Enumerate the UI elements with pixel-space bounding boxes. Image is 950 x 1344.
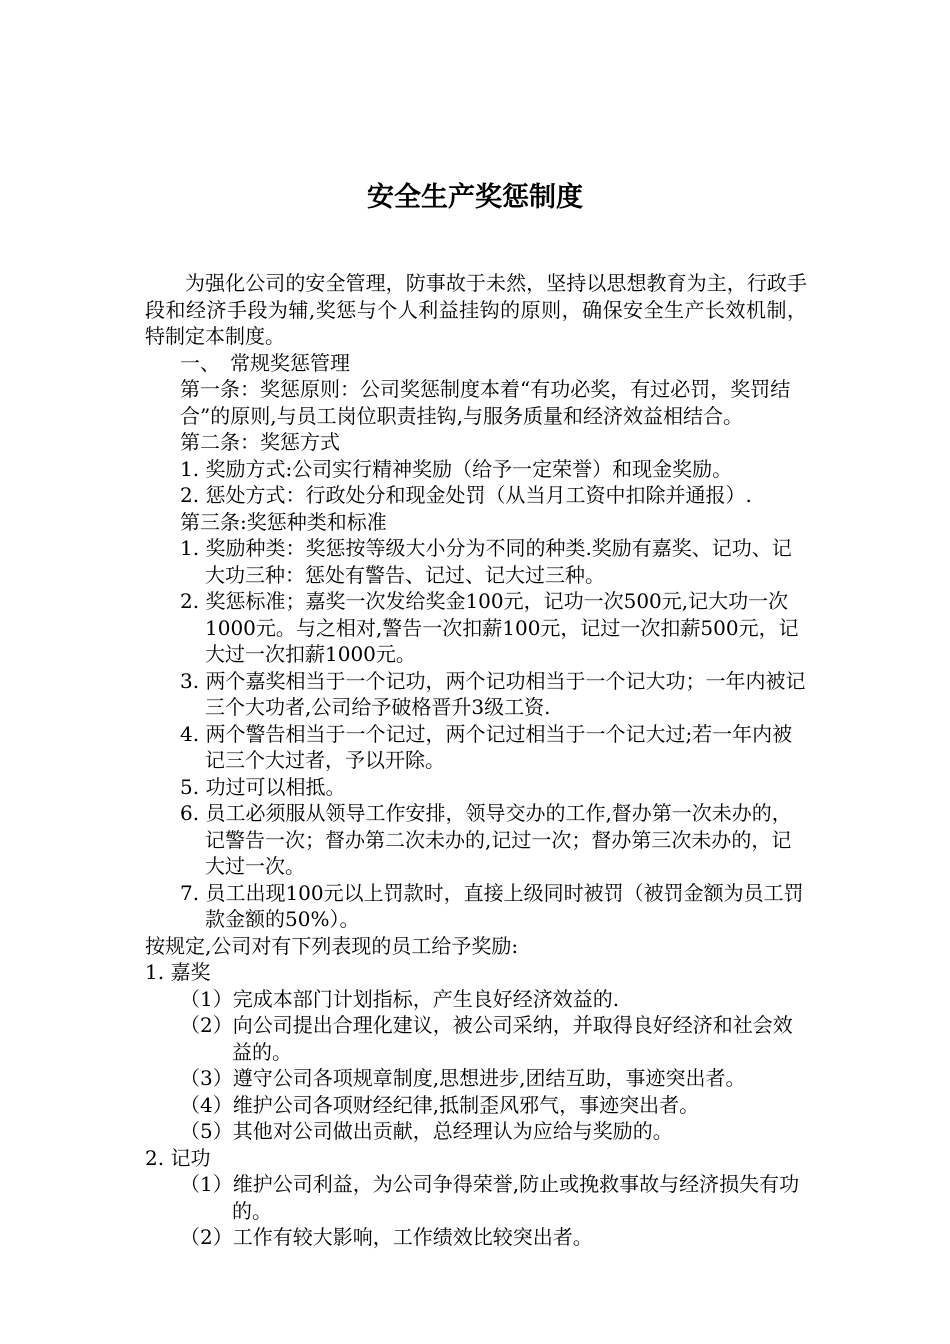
jiajiang-item: （2）向公司提出合理化建议，被公司采纳，并取得良好经济和社会效益的。 (180, 1013, 793, 1064)
article-3-item: 4. 两个警告相当于一个记过，两个记过相当于一个记大过;若一年内被记三个大过者，予以开除。 (180, 721, 793, 772)
jiajiang-item: （3）遵守公司各项规章制度,思想进步,团结互助，事迹突出者。 (180, 1066, 746, 1090)
article-2-item: 2. 惩处方式：行政处分和现金处罚（从当月工资中扣除并通报）. (180, 483, 752, 507)
reward-intro: 按规定,公司对有下列表现的员工给予奖励: (145, 933, 519, 958)
jiajiang-item: （5）其他对公司做出贡献，总经理认为应给与奖励的。 (180, 1119, 673, 1143)
jiajiang-item: （4）维护公司各项财经纪律,抵制歪风邪气，事迹突出者。 (180, 1092, 700, 1117)
jigong-heading: 2. 记功 (145, 1145, 211, 1170)
article-1: 第一条：奖惩原则：公司奖惩制度本着“有功必奖，有过必罚，奖罚结合”的原则,与员工岗位职责挂钩,与服务质量和经济效益相结合。 (180, 377, 791, 428)
document-title: 安全生产奖惩制度 (367, 182, 583, 213)
article-3-item: 6. 员工必须服从领导工作安排，领导交办的工作,督办第一次未办的，记警告一次；督办第二次未办的,记过一次；督办第三次未办的，记大过一次。 (180, 801, 792, 878)
article-2-item: 1. 奖励方式:公司实行精神奖励（给予一定荣誉）和现金奖励。 (180, 456, 733, 481)
document-body (145, 270, 807, 1251)
jigong-item: （1）维护公司利益，为公司争得荣誉,防止或挽救事故与经济损失有功的。 (180, 1172, 800, 1223)
article-3-item: 5. 功过可以相抵。 (180, 774, 346, 799)
article-3-item: 3. 两个嘉奖相当于一个记功，两个记功相当于一个记大功；一年内被记三个大功者,公司给予破格晋升3级工资. (180, 668, 806, 719)
article-3-item: 1. 奖励种类：奖惩按等级大小分为不同的种类.奖励有嘉奖、记功、记大功三种：惩处有警告、记过、记大过三种。 (180, 536, 792, 587)
article-3-item: 7. 员工出现100元以上罚款时，直接上级同时被罚（被罚金额为员工罚款金额的50%）。 (180, 880, 804, 931)
jiajiang-heading: 1. 嘉奖 (145, 960, 211, 984)
jiajiang-item: （1）完成本部门计划指标，产生良好经济效益的. (180, 986, 620, 1011)
section-heading: 一、 常规奖惩管理 (180, 350, 350, 375)
article-2-heading: 第二条：奖惩方式 (180, 430, 340, 454)
intro-paragraph: 为强化公司的安全管理，防事故于未然，坚持以思想教育为主，行政手段和经济手段为辅,奖惩与个人利益挂钩的原则，确保安全生产长效机制，特制定本制度。 (145, 271, 807, 348)
jigong-item: （2）工作有较大影响，工作绩效比较突出者。 (180, 1225, 593, 1249)
article-3-heading: 第三条:奖惩种类和标准 (180, 509, 387, 534)
article-3-item: 2. 奖惩标准；嘉奖一次发给奖金100元，记功一次500元,记大功一次1000元。与之相对,警告一次扣薪100元，记过一次扣薪500元，记大过一次扣薪1000元。 (180, 589, 799, 666)
